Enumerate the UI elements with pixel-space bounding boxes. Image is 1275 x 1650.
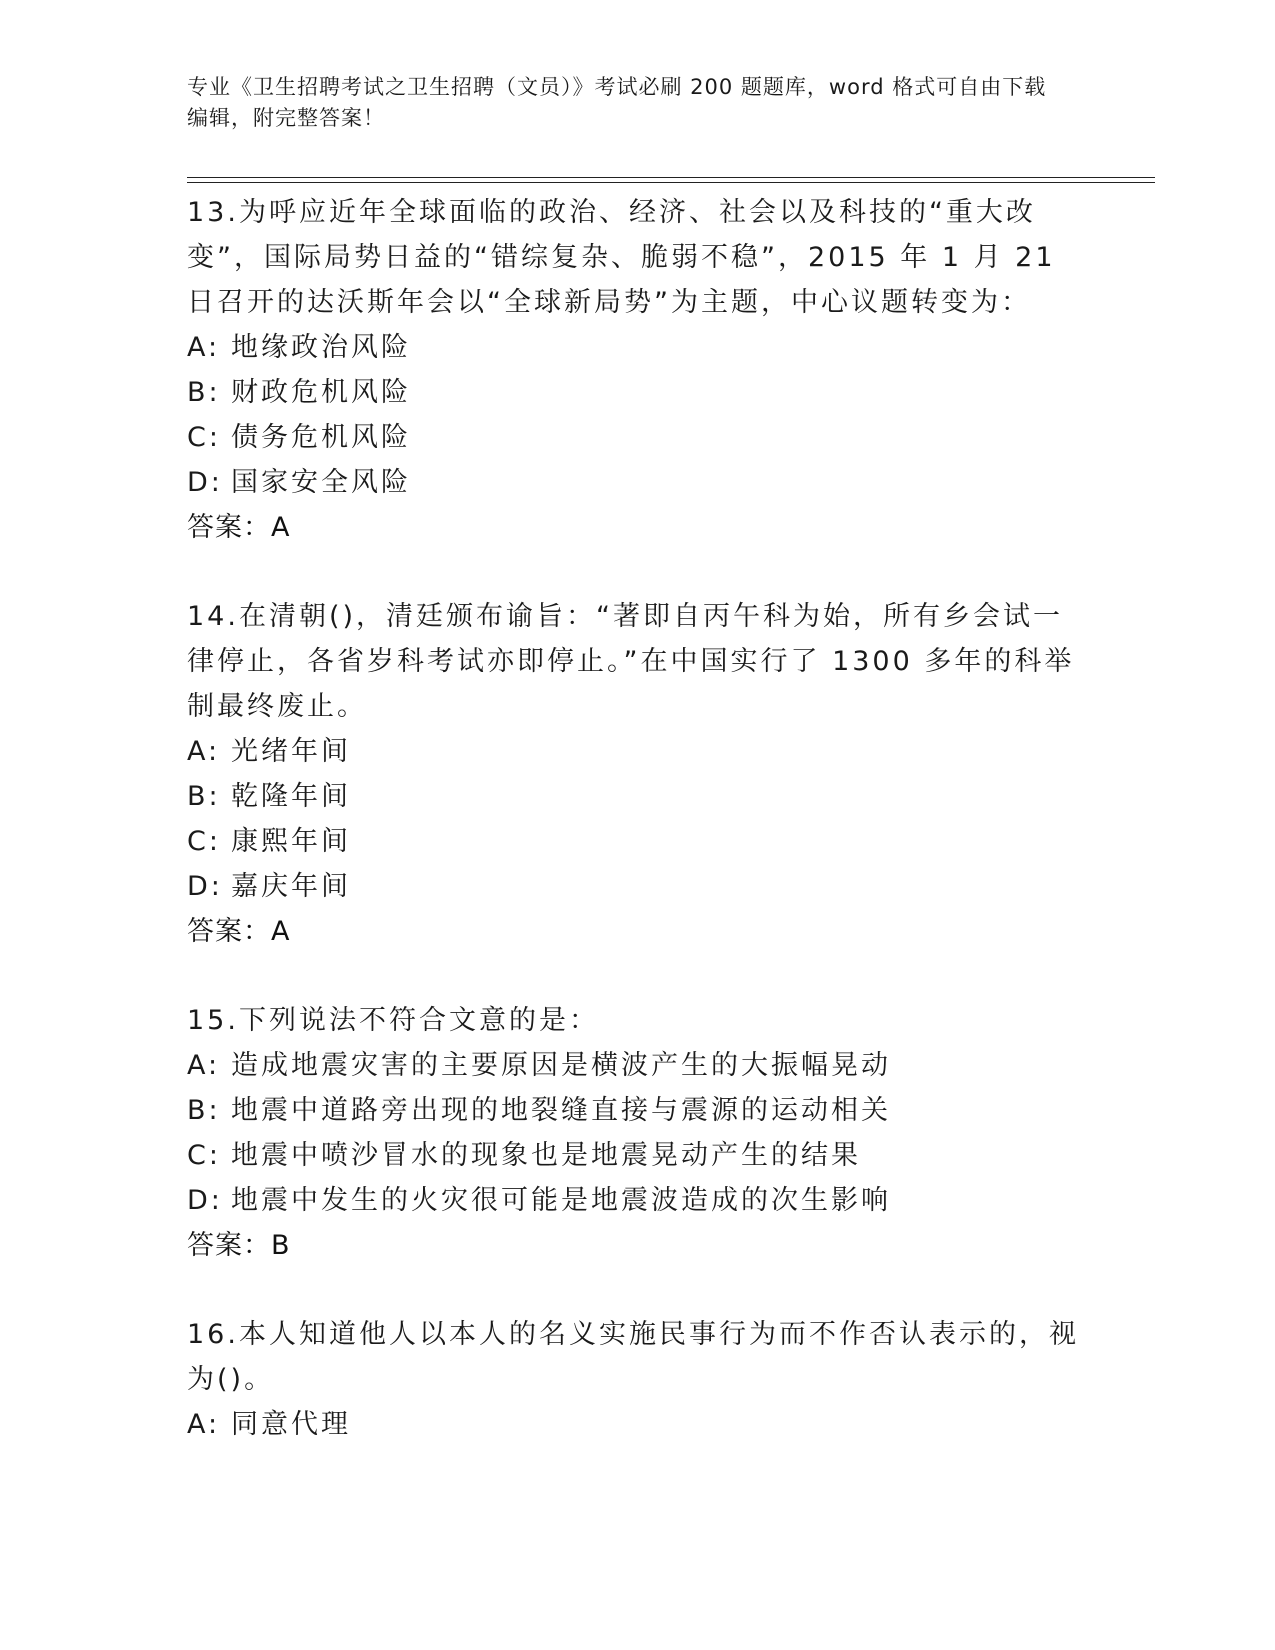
option-letter: A: [187,1409,221,1440]
option-a [187,729,1087,774]
question-15 [187,998,1087,1269]
option-letter: A: [187,736,221,767]
option-d [187,1178,1087,1223]
option-text: 光绪年间 [231,736,351,767]
option-letter: A: [187,332,221,363]
option-letter: C: [187,1140,221,1171]
option-d [187,460,1087,505]
option-text: 同意代理 [231,1409,351,1440]
option-letter: D: [187,871,223,902]
option-c [187,1133,1087,1178]
option-a [187,1043,1087,1088]
question-stem: 14.在清朝()，清廷颁布谕旨：“著即自丙午科为始，所有乡会试一律停止，各省岁科考试亦即停止。”在中国实行了 1300 多年的科举制最终废止。 [187,601,1075,722]
option-text: 地缘政治风险 [231,332,411,363]
option-text: 造成地震灾害的主要原因是横波产生的大振幅晃动 [231,1050,891,1081]
option-c [187,819,1087,864]
question-16 [187,1312,1087,1447]
option-text: 康熙年间 [231,826,351,857]
option-letter: C: [187,826,221,857]
header-divider-top [187,177,1155,178]
question-list [187,190,1087,1490]
answer-line: 答案：A [187,512,291,543]
option-text: 地震中发生的火灾很可能是地震波造成的次生影响 [231,1185,891,1216]
question-14 [187,594,1087,955]
option-b [187,370,1087,415]
header-divider-bottom [187,182,1155,183]
option-text: 国家安全风险 [231,467,411,498]
option-letter: D: [187,1185,223,1216]
option-letter: D: [187,467,223,498]
option-d [187,864,1087,909]
option-letter: B: [187,377,221,408]
option-b [187,774,1087,819]
answer-line: 答案：B [187,1230,291,1261]
option-a [187,1402,1087,1447]
option-b [187,1088,1087,1133]
option-letter: A: [187,1050,221,1081]
question-stem: 16.本人知道他人以本人的名义实施民事行为而不作否认表示的，视为()。 [187,1319,1079,1395]
option-letter: B: [187,781,221,812]
document-header: 专业《卫生招聘考试之卫生招聘（文员）》考试必刷 200 题题库，word 格式可自由下载编辑，附完整答案！ [187,75,1047,130]
option-a [187,325,1087,370]
question-13 [187,190,1087,551]
option-text: 地震中喷沙冒水的现象也是地震晃动产生的结果 [231,1140,861,1171]
option-c [187,415,1087,460]
option-text: 地震中道路旁出现的地裂缝直接与震源的运动相关 [231,1095,891,1126]
option-text: 债务危机风险 [231,422,411,453]
question-stem: 13.为呼应近年全球面临的政治、经济、社会以及科技的“重大改变”，国际局势日益的“错综复杂、脆弱不稳”，2015 年 1 月 21 日召开的达沃斯年会以“全球新局势”为主题，中心议题转变为： [187,197,1056,318]
option-text: 财政危机风险 [231,377,411,408]
option-text: 乾隆年间 [231,781,351,812]
option-letter: C: [187,422,221,453]
option-letter: B: [187,1095,221,1126]
question-stem: 15.下列说法不符合文意的是： [187,1005,599,1036]
option-text: 嘉庆年间 [231,871,351,902]
answer-line: 答案：A [187,916,291,947]
